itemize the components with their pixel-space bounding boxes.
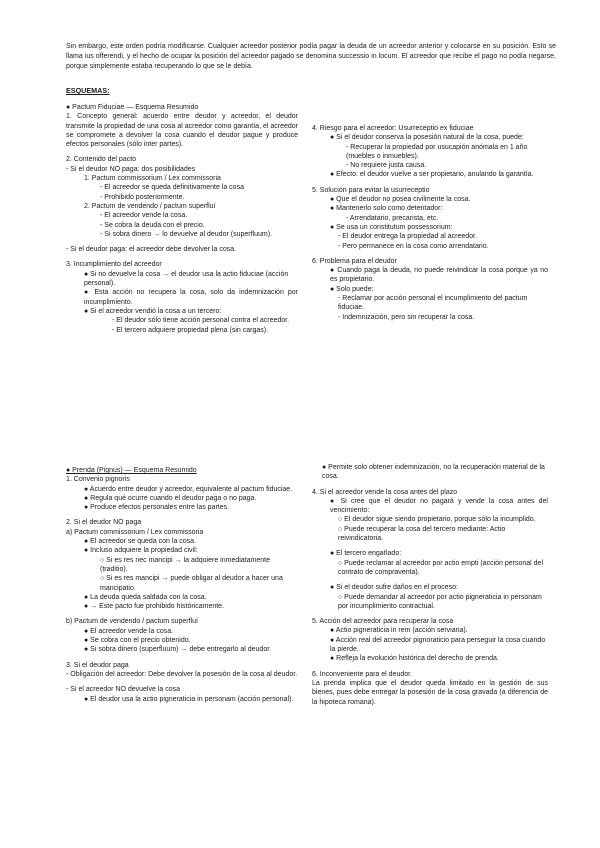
text-block [312,488,548,544]
text-line: ○ El deudor sigue siendo propietario, porque sólo la incumplido. [338,516,536,524]
text-line: ● Acuerdo entre deudor y acreedor, equivalente al pactum fiduciae. [84,485,293,493]
text-line: ● Produce efectos personales entre las partes. [84,504,230,512]
text-line: ● Prenda (Pignus) — Esquema Resumido [66,467,197,474]
text-block [66,466,298,512]
text-line: - Obligación del acreedor: Debe devolver la posesión de la cosa al deudor. [66,670,298,678]
text-line: ● Refleja la evolución histórica del derecho de prenda. [330,655,499,663]
text-line: ● Solo puede: [330,285,374,293]
text-line: ● El tercero engañado: [330,550,402,558]
text-block [66,260,298,334]
text-line: ● Se cobra con el precio obtenido. [84,637,191,645]
text-line: 1. Convenio pignoris [66,476,130,484]
text-line: ● Esta acción no recupera la cosa, solo da indemnización por incumplimiento. [84,289,298,306]
text-line: a) Pactum commissorium / Lex commissoria [66,528,204,536]
text-line: ● Si el deudor sufre daños en el proceso: [330,584,458,592]
text-line: ● Regula qué ocurre cuando el deudor paga o no paga. [84,494,257,502]
text-line: - El deudor entrega la propiedad al acreedor. [338,233,477,241]
section-prenda-left [66,466,298,710]
text-line: ○ Si es res nec mancipi → la adquiere inmediatamente (traditio). [100,556,270,573]
text-line: 1. Pactum commissorium / Lex commissoria [84,175,221,183]
text-block [312,257,548,322]
text-block [66,518,298,611]
text-block [66,155,298,239]
text-line: - Arrendatario, precarista, etc. [346,214,439,222]
text-line: - Si el deudor NO paga: dos posibilidades [66,165,196,173]
text-line: ● Efecto: el deudor vuelve a ser propietario, anulando la garantía. [330,171,534,179]
text-line: 2. Contenido del pacto [66,156,137,164]
text-line: - Prohibido posteriormente. [100,193,185,201]
text-line: ● Si no devuelve la cosa → el deudor usa la actio fiduciae (acción personal). [84,270,289,288]
text-block [312,617,548,663]
text-line: ● Si cree que el deudor no pagará y vende la cosa antes del vencimiento: [330,497,548,515]
text-line: 5. Solución para evitar la usurreceptio [312,186,430,194]
text-line: ○ Puede recuperar la cosa del tercero mediante: Actio reivindicatoria. [338,525,506,543]
esquemas-heading: ESQUEMAS: [66,86,110,95]
section-prenda-right [312,463,548,713]
text-line: 5. Acción del acreedor para recuperar la cosa [312,618,454,626]
text-block [312,583,548,611]
section-pactum-fiduciae-left [66,103,298,341]
text-line: 2. Pactum de vendendo / pactum superfluí [84,202,216,210]
text-line: - El deudor sólo tiene acción personal contra el acreedor. [112,317,290,325]
text-line: 3. Incumplimiento del acreedor [66,261,162,269]
text-line: ● El acreedor se queda con la cosa. [84,538,197,546]
text-block [312,463,548,482]
text-block [66,661,298,680]
text-block [66,245,298,254]
text-line: b) Pactum de vendendo / pactum superfluí [66,618,198,626]
text-line: - Si sobra dinero → lo devuelve al deudor (superfluum). [100,230,272,238]
text-line: - Si el acreedor NO devuelve la cosa [66,686,180,694]
text-line: ● Se usa un constitutum possessorium: [330,223,453,231]
text-line: ● Si el acreedor vendió la cosa a un tercero: [84,307,222,315]
text-line: ● Permite solo obtener indemnización, no la recuperación material de la cosa. [322,464,545,481]
text-line: ● Pactum Fiduciae — Esquema Resumido [66,104,199,111]
text-line: La prenda implica que el deudor queda limitado en la gestión de sus bienes, pues debe entregar la posesión de la cosa gravada (a diferencia de la hipoteca romana). [312,679,548,706]
text-line: 1. Concepto general: acuerdo entre deudor y acreedor, el deudor transmite la propiedad de una cosa al acreedor como garantía, el acreedor se compromete a devolver la cosa cuando el deudor pague y produce efectos personales (sólo inter partes). [66,113,298,149]
text-line: 4. Si el acreedor vende la cosa antes del plazo [312,488,458,496]
text-block [66,617,298,654]
text-line: - Recuperar la propiedad por usucapión anómala en 1 año (muebles o inmuebles). [346,143,528,160]
text-line: 3. Si el deudor paga [66,661,129,669]
text-line: - Pero permanece en la cosa como arrendatario. [338,242,489,250]
text-line: ● Incluso adquiere la propiedad civil: [84,547,198,555]
text-line: 4. Riesgo para el acreedor: Usurreceptio ex fiduciae [312,125,474,132]
text-line: ● Que el deudor no posea civilmente la cosa. [330,196,471,204]
text-block [312,186,548,251]
text-block [312,124,548,180]
text-line: 6. Problema para el deudor [312,257,397,265]
text-block [312,549,548,577]
text-line: ○ Puede reclamar al acreedor por actio empti (acción personal del contrato de compraventa). [338,559,543,576]
text-block [66,685,298,704]
text-line: - El acreedor se queda definitivamente la cosa [100,184,244,192]
text-block [66,103,298,149]
text-line: ● La deuda queda saldada con la cosa. [84,593,207,601]
text-line: ● Si el deudor conserva la posesión natural de la cosa, puede: [330,134,524,142]
text-block [312,670,548,707]
section-pactum-fiduciae-right [312,124,548,328]
text-line: 6. Inconveniente para el deudor. [312,670,413,678]
text-line: ● Actio pigneraticia in rem (acción serviana). [330,627,468,635]
text-line: ● → Este pacto fue prohibido históricamente. [84,603,225,611]
text-line: ● Cuando paga la deuda, no puede reivindicar la cosa porque ya no es propietario. [330,267,548,284]
text-line: ● Mantenerlo solo como detentador: [330,205,443,213]
intro-paragraph: Sin embargo, este orden podría modificarse. Cualquier acreedor posterior podía pagar la deuda de un acreedor anterior y colocarse en su posición. Esto se llama ius offerendi, y el hecho de ocupar la posición del acreedor pagado se denomina successio in locum. El acreedor que recibe el pago no podía negarse, porque simplemente estaba recuperando lo que se le debía. [66,43,556,70]
text-line: ● El deudor usa la actio pigneraticia in personam (acción personal). [84,695,294,703]
text-line: - Si el deudor paga: el acreedor debe devolver la cosa. [66,246,237,254]
text-line: 2. Si el deudor NO paga [66,519,142,527]
text-line: - No requiere justa causa. [346,162,427,170]
text-line: - El acreedor vende la cosa. [100,212,188,220]
text-line: ● Acción real del acreedor pignoraticio para perseguir la cosa cuando la pierde. [330,636,546,654]
text-line: - Se cobra la deuda con el precio. [100,221,205,229]
text-line: - Reclamar por acción personal el incumplimiento del pactum fiduciae. [338,295,528,312]
text-line: - Indemnización, pero sin recuperar la cosa. [338,313,475,321]
text-line: ○ Puede demandar al acreedor por actio pigneraticia in personam por incumplimiento contractual. [338,593,542,610]
text-line: - El tercero adquiere propiedad plena (sin cargas). [112,326,269,334]
text-line: ● El acreedor vende la cosa. [84,627,174,635]
text-line: ● Si sobra dinero (superfluum) → debe entregarlo al deudor. [84,646,272,654]
text-line: ○ Si es res mancipi → puede obligar al deudor a hacer una mancipatio. [100,575,283,592]
